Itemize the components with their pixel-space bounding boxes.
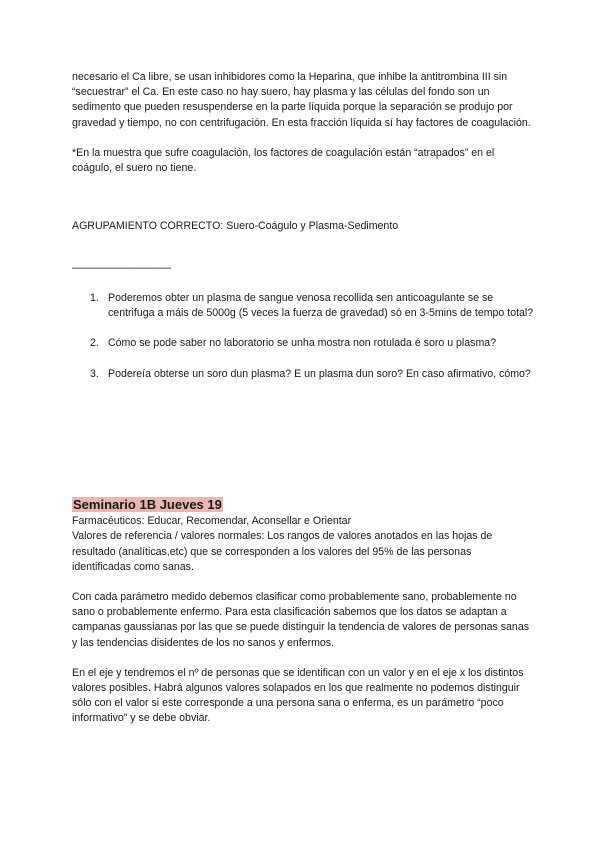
axis-paragraph: En el eje y tendremos el nº de personas que se identifican con un valor y en el eje x los distintos valores posibles. Habrá algunos valores solapados en los que realmente no podemos distinguir sólo con el valor si este corresponde a una persona sana o enferma, es un parámetro “poco informativo” y se debe obviar.	[72, 666, 524, 725]
intro-paragraph-1: necesario el Ca libre, se usan inhibidores como la Heparina, que inhibe la antitrombina III sin “secuestrar” el Ca. En este caso no hay suero, hay plasma y las células del fondo son un sedimento que pueden resuspenderse en la parte líquida porque la separación se produjo por gravedad y tiempo, no con centrifugación. En esta fracción líquida sí hay factores de coagulación.	[72, 71, 531, 129]
list-number: 2.	[90, 337, 99, 350]
seminar-section	[72, 497, 532, 727]
reference-values-paragraph: Valores de referencia / valores normales: Los rangos de valores anotados en las hojas de resultado (analíticas,etc) que se corresponden a los valores del 95% de las personas identificadas como sanas.	[72, 530, 493, 573]
list-number: 3.	[90, 367, 99, 380]
section-heading: Seminario 1B Jueves 19	[73, 497, 222, 512]
list-item	[90, 367, 535, 382]
grouping-line: AGRUPAMIENTO CORRECTO: Suero-Coágulo y Plasma-Sedimento	[72, 220, 399, 232]
question-text: Poderemos obter un plasma de sangue venosa recollida sen anticoagulante se se centrifuga a máis de 5000g (5 veces la fuerza de gravedad) só en 3-5mins de tempo total?	[108, 292, 534, 320]
intro-note: *En la muestra que sufre coagulación, los factores de coagulación están “atrapados” en el coágulo, el suero no tiene.	[72, 146, 495, 175]
list-number: 1.	[90, 292, 99, 304]
list-item	[90, 291, 535, 321]
list-item	[90, 336, 535, 351]
intro-section	[72, 70, 532, 176]
classification-paragraph: Con cada parámetro medido debemos clasificar como probablemente sano, probablemente no sano o probablemente enfermo. Para esta clasificación sabemos que los datos se adaptan a campanas gaussianas por las que se puede distinguir la tendencia de valores de personas sanas y las tendencias disidentes de los no sanos y enfermos.	[72, 591, 530, 649]
questions-list	[90, 291, 535, 397]
seminar-subtitle: Farmacéuticos: Educar, Recomendar, Aconsellar e Orientar	[72, 515, 352, 528]
separator-line: —–––––––––––––––	[72, 262, 171, 274]
question-text: Cómo se pode saber no laboratorio se unha mostra non rotulada é soro u plasma?	[108, 337, 497, 350]
question-text: Podereía obterse un soro dun plasma? E un plasma dun soro? En caso afirmativo, cómo?	[108, 367, 531, 380]
